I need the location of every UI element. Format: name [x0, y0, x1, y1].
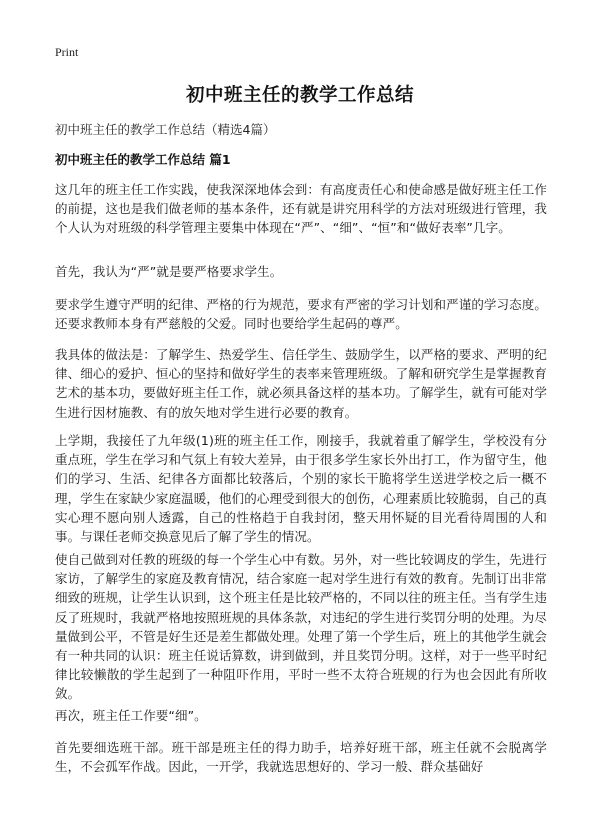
paragraph: 再次，班主任工作要“细”。 [55, 708, 207, 723]
document-subtitle: 初中班主任的教学工作总结（精选4篇） [55, 122, 276, 137]
section-heading: 初中班主任的教学工作总结 篇1 [55, 152, 231, 167]
paragraph: 这几年的班主任工作实践，使我深深地体会到：有高度责任心和使命感是做好班主任工作的前提，这也是我们做老师的基本条件，还有就是讲究用科学的方法对班级进行管理，我个人认为对班级的科学管理主要集中体现在“严”、“细”、“恒”和“做好表率”几字。 [55, 182, 547, 236]
paragraph: 首先要细选班干部。班干部是班主任的得力助手，培养好班干部，班主任就不会脱离学生，不会孤军作战。因此，一开学，我就选思想好的、学习一般、群众基础好 [55, 740, 547, 775]
paragraph: 首先，我认为“严”就是要严格要求学生。 [55, 264, 283, 279]
document-title: 初中班主任的教学工作总结 [185, 85, 414, 106]
paragraph: 要求学生遵守严明的纪律、严格的行为规范，要求有严密的学习计划和严谨的学习态度。还要求教师本身有严慈般的父爱。同时也要给学生起码的尊严。 [55, 297, 547, 332]
paragraph: 上学期，我接任了九年级(1)班的班主任工作，刚接手，我就着重了解学生，学校没有分重点班，学生在学习和气氛上有较大差异，由于很多学生家长外出打工，作为留守生，他们的学习、生活、纪律各方面都比较落后，个别的家长干脆将学生送进学校之后一概不理，学生在家缺少家庭温暖，他们的心理受到很大的创伤，心理素质比较脆弱，自己的真实心理不愿向别人透露，自己的性格趋于自我封闭，整天用怀疑的目光看待周围的人和事。与课任老师交换意见后了解了学生的情况。 [55, 433, 547, 545]
paragraph: 使自己做到对任教的班级的每一个学生心中有数。另外，对一些比较调皮的学生，先进行家访，了解学生的家庭及教育情况，结合家庭一起对学生进行有效的教育。先制订出非常细致的班规，让学生认识到，这个班主任是比较严格的，不同以往的班主任。当有学生违反了班规时，我就严格地按照班规的具体条款，对违纪的学生进行奖罚分明的处理。为尽量做到公平，不管是好生还是差生都做处理。处理了第一个学生后，班上的其他学生就会有一种共同的认识：班主任说话算数，讲到做到，并且奖罚分明。这样，对于一些平时纪律比较懒散的学生起到了一种阻吓作用，平时一些不太符合班规的行为也会因此有所收敛。 [55, 552, 547, 702]
print-link[interactable]: Print [55, 45, 79, 59]
paragraph: 我具体的做法是：了解学生、热爱学生、信任学生、鼓励学生，以严格的要求、严明的纪律、细心的爱护、恒心的坚持和做好学生的表率来管理班级。了解和研究学生是掌握教育艺术的基本功，要做好班主任工作，就必须具备这样的基本功。了解学生，就有可能对学生进行因材施教、有的放矢地对学生进行必要的教育。 [55, 347, 547, 420]
